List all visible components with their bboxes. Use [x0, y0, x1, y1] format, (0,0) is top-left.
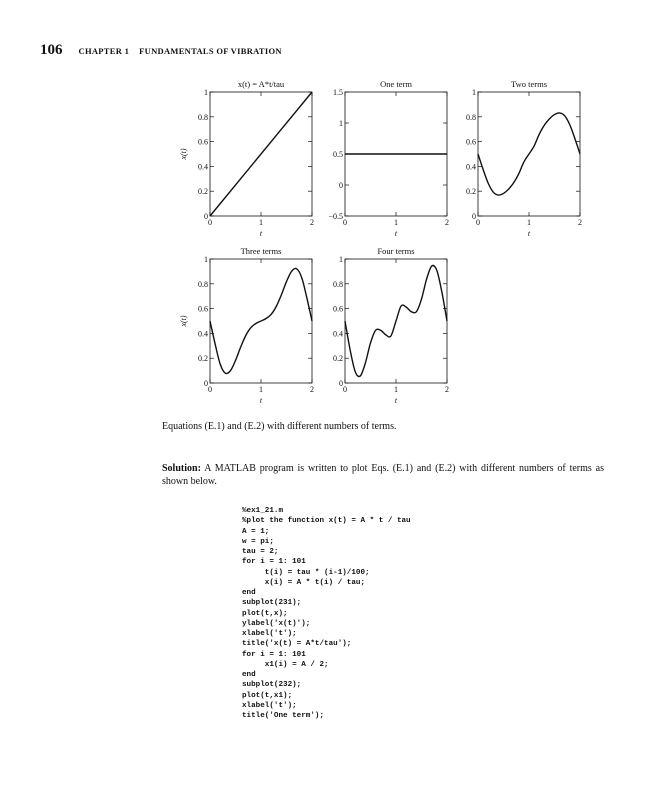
- data-series-line: [478, 113, 580, 195]
- y-tick-label: 0: [204, 212, 208, 221]
- y-axis-label: x(t): [179, 148, 188, 160]
- figure-caption: Equations (E.1) and (E.2) with different numbers of terms.: [162, 421, 397, 432]
- solution-lead: Solution:: [162, 463, 201, 474]
- y-tick-label: 0.2: [198, 187, 208, 197]
- code-line: subplot(232);: [242, 681, 302, 690]
- solution-text: A MATLAB program is written to plot Eqs. (E.1) and (E.2) with different numbers of terms as shown below.: [162, 463, 604, 487]
- y-tick-label: 0.8: [466, 112, 476, 122]
- x-tick-label: 2: [310, 385, 314, 394]
- code-line: plot(t,x1);: [242, 691, 293, 700]
- code-line: %plot the function x(t) = A * t / tau: [242, 517, 411, 526]
- subplot-title: Four terms: [377, 246, 415, 256]
- code-line: xlabel('t');: [242, 630, 297, 638]
- y-tick-label: 0.6: [466, 137, 476, 147]
- y-axis-label: x(t): [179, 315, 188, 327]
- y-tick-label: 0.6: [333, 304, 343, 314]
- y-tick-label: 0: [339, 379, 343, 388]
- y-tick-label: 0.8: [333, 279, 343, 289]
- y-tick-label: 1: [339, 255, 343, 264]
- code-line: x(i) = A * t(i) / tau;: [242, 578, 366, 587]
- chapter-label: CHAPTER 1: [78, 46, 130, 56]
- code-line: plot(t,x);: [242, 609, 288, 618]
- x-tick-label: 0: [476, 218, 480, 227]
- y-tick-label: 1.5: [333, 88, 343, 97]
- code-line: ylabel('x(t)');: [242, 619, 311, 628]
- y-tick-label: 0: [204, 379, 208, 388]
- code-line: %ex1_21.m: [242, 507, 284, 515]
- x-tick-label: 1: [394, 385, 398, 394]
- y-tick-label: 0.4: [333, 329, 343, 339]
- code-line: xlabel('t');: [242, 701, 297, 710]
- y-tick-label: 0.2: [198, 354, 208, 364]
- data-series-line: [210, 268, 312, 373]
- x-tick-label: 0: [343, 385, 347, 394]
- x-axis-label: t: [259, 229, 263, 238]
- subplot-1: [179, 79, 314, 238]
- code-line: title('x(t) = A*t/tau');: [242, 640, 352, 649]
- code-line: title('One term');: [242, 712, 325, 720]
- code-line: for i = 1: 101: [242, 558, 306, 567]
- y-tick-label: −0.5: [328, 212, 343, 221]
- x-axis-label: t: [527, 229, 531, 238]
- x-tick-label: 1: [394, 218, 398, 227]
- x-tick-label: 1: [259, 218, 263, 227]
- y-tick-label: 0.4: [198, 329, 208, 339]
- y-tick-label: 1: [472, 88, 476, 97]
- data-series-line: [345, 266, 447, 377]
- y-tick-label: 0: [339, 181, 343, 190]
- x-tick-label: 0: [208, 218, 212, 227]
- x-tick-label: 1: [259, 385, 263, 394]
- code-line: w = pi;: [242, 537, 274, 546]
- subplot-5: [333, 246, 449, 405]
- subplot-2: [328, 79, 449, 238]
- y-tick-label: 0.8: [198, 112, 208, 122]
- code-line: end: [242, 671, 256, 679]
- x-tick-label: 0: [208, 385, 212, 394]
- subplot-title: One term: [380, 79, 412, 89]
- solution-paragraph: [162, 462, 604, 488]
- data-series-line: [210, 92, 312, 216]
- x-axis-label: t: [394, 396, 398, 405]
- chapter-title: FUNDAMENTALS OF VIBRATION: [139, 46, 282, 56]
- x-axis-label: t: [394, 229, 398, 238]
- y-tick-label: 0.4: [198, 162, 208, 172]
- subplot-title: x(t) = A*t/tau: [237, 79, 285, 89]
- page-number: 106: [40, 42, 63, 58]
- code-line: t(i) = tau * (i-1)/100;: [242, 568, 370, 577]
- code-line: end: [242, 589, 256, 597]
- x-tick-label: 2: [310, 218, 314, 227]
- x-tick-label: 2: [445, 218, 449, 227]
- x-tick-label: 2: [445, 385, 449, 394]
- y-tick-label: 0.6: [198, 137, 208, 147]
- x-tick-label: 1: [527, 218, 531, 227]
- y-tick-label: 1: [204, 88, 208, 97]
- y-tick-label: 0.4: [466, 162, 476, 172]
- code-line: tau = 2;: [242, 548, 279, 556]
- subplot-4: [179, 246, 314, 405]
- y-tick-label: 0.5: [333, 150, 343, 159]
- matlab-code-listing: [242, 506, 411, 721]
- x-tick-label: 0: [343, 218, 347, 227]
- subplot-title: Three terms: [240, 246, 282, 256]
- subplot-3: [466, 79, 582, 238]
- y-tick-label: 0.2: [333, 354, 343, 364]
- x-tick-label: 2: [578, 218, 582, 227]
- code-line: x1(i) = A / 2;: [242, 660, 329, 669]
- code-line: for i = 1: 101: [242, 650, 306, 659]
- y-tick-label: 0.2: [466, 187, 476, 197]
- x-axis-label: t: [259, 396, 263, 405]
- y-tick-label: 1: [339, 119, 343, 128]
- y-tick-label: 0.8: [198, 279, 208, 289]
- subplot-title: Two terms: [511, 79, 547, 89]
- y-tick-label: 0.6: [198, 304, 208, 314]
- y-tick-label: 1: [204, 255, 208, 264]
- code-line: A = 1;: [242, 527, 270, 536]
- code-line: subplot(231);: [242, 599, 302, 608]
- y-tick-label: 0: [472, 212, 476, 221]
